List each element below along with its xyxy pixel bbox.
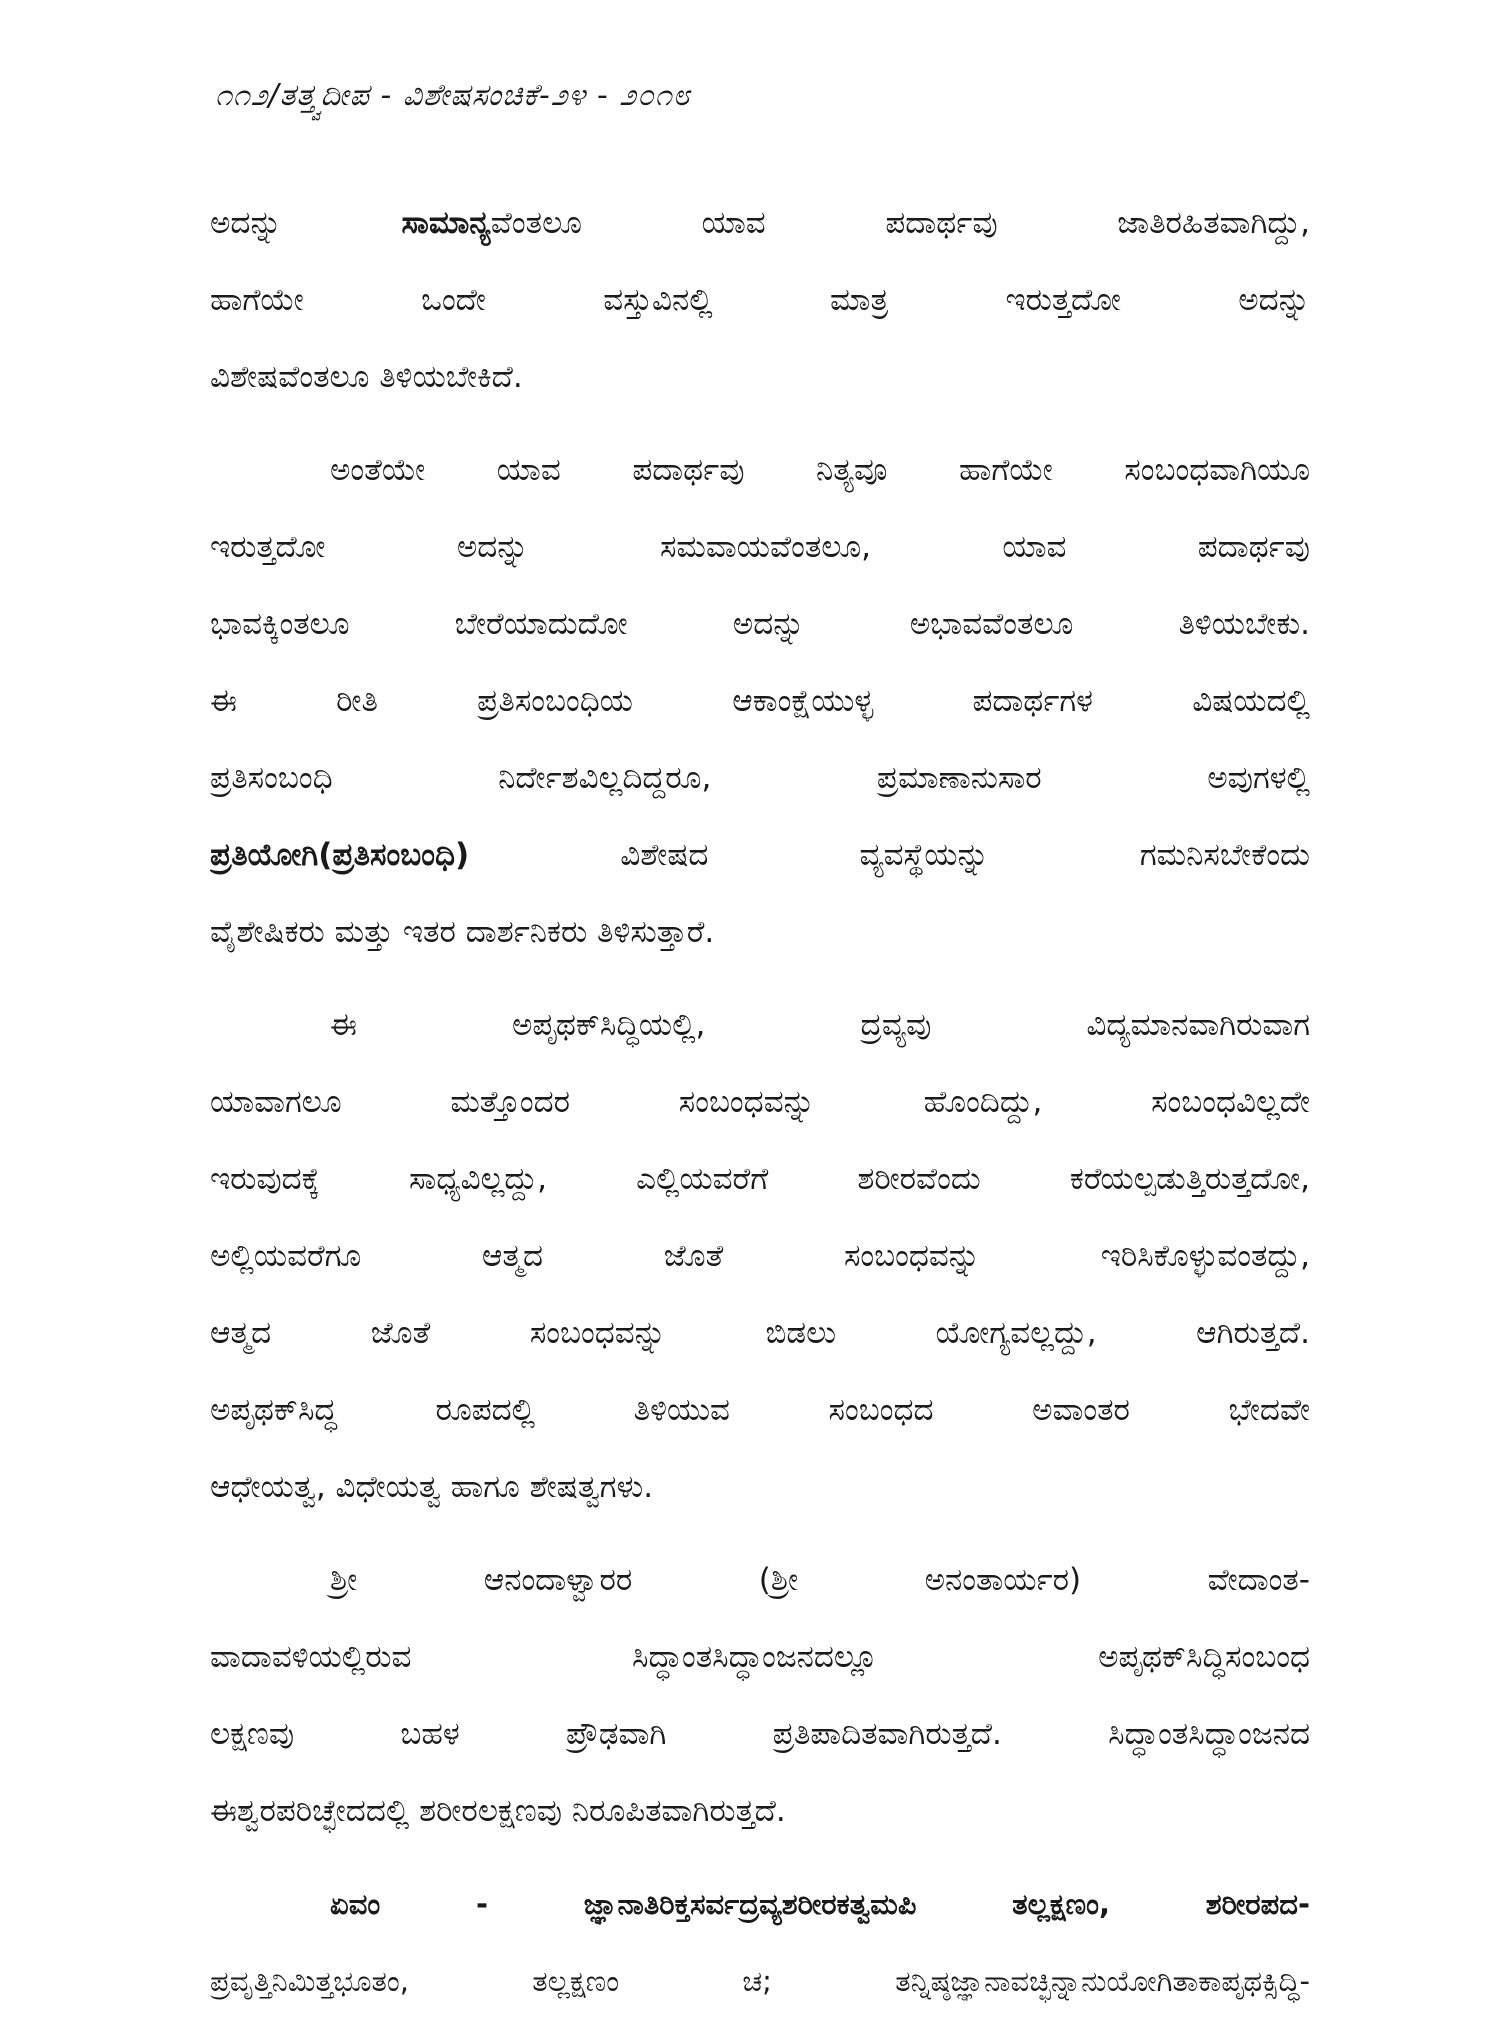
text-line: ಅಪೃಥಕ್‌ಸಿದ್ಧ ರೂಪದಲ್ಲಿ ತಿಳಿಯುವ ಸಂಬಂಧದ ಅವಾಂತರ ಭೇದವೇ bbox=[210, 1392, 1310, 1428]
text-line: ಈ ರೀತಿ ಪ್ರತಿಸಂಬಂಧಿಯ ಆಕಾಂಕ್ಷೆಯುಳ್ಳ ಪದಾರ್ಥಗಳ ವಿಷಯದಲ್ಲಿ bbox=[210, 683, 1310, 719]
text-line: ಯಾವಾಗಲೂ ಮತ್ತೊಂದರ ಸಂಬಂಧವನ್ನು ಹೊಂದಿದ್ದು, ಸಂಬಂಧವಿಲ್ಲದೇ bbox=[210, 1084, 1310, 1120]
text-line: ಹಾಗೆಯೇ ಒಂದೇ ವಸ್ತುವಿನಲ್ಲಿ ಮಾತ್ರ ಇರುತ್ತದೋ ಅದನ್ನು bbox=[210, 282, 1310, 318]
text-line: ಪ್ರವೃತ್ತಿನಿಮಿತ್ತಭೂತಂ, ತಲ್ಲಕ್ಷಣಂ ಚ; ತನ್ನಿಷ್ಠಜ್ಞಾನಾವಚ್ಛಿನ್ನಾನುಯೋಗಿತಾಕಾಪೃಥಕ್ಸಿದ್ಧಿ- bbox=[210, 1964, 1310, 1998]
text-line: ಪ್ರತಿಸಂಬಂಧಿ ನಿರ್ದೇಶವಿಲ್ಲದಿದ್ದರೂ, ಪ್ರಮಾಣಾನುಸಾರ ಅವುಗಳಲ್ಲಿ bbox=[210, 760, 1310, 796]
body-text bbox=[210, 185, 1310, 2036]
text-line: ಅಂತೆಯೇ ಯಾವ ಪದಾರ್ಥವು ನಿತ್ಯವೂ ಹಾಗೆಯೇ ಸಂಬಂಧವಾಗಿಯೂ bbox=[330, 452, 1310, 488]
bold-term: ಏವಂ - ಜ್ಞಾನಾತಿರಿಕ್ತಸರ್ವದ್ರವ್ಯಶರೀರಕತ್ವಮಪಿ ತಲ್ಲಕ್ಷಣಂ, ಶರೀರಪದ- bbox=[330, 1887, 1310, 1921]
text-line: ಶ್ರೀ ಆನಂದಾಳ್ವಾರರ (ಶ್ರೀ ಅನಂತಾರ್ಯರ) ವೇದಾಂತ- bbox=[330, 1562, 1310, 1598]
text-line: ಇರುವುದಕ್ಕೆ ಸಾಧ್ಯವಿಲ್ಲದ್ದು, ಎಲ್ಲಿಯವರೆಗೆ ಶರೀರವೆಂದು ಕರೆಯಲ್ಪಡುತ್ತಿರುತ್ತದೋ, bbox=[210, 1161, 1310, 1197]
text-line: ವಿಶೇಷವೆಂತಲೂ ತಿಳಿಯಬೇಕಿದೆ. bbox=[210, 359, 523, 395]
text-line: ಆಧೇಯತ್ವ, ವಿಧೇಯತ್ವ ಹಾಗೂ ಶೇಷತ್ವಗಳು. bbox=[210, 1469, 654, 1505]
text-line: ಈಶ್ವರಪರಿಚ್ಛೇದದಲ್ಲಿ ಶರೀರಲಕ್ಷಣವು ನಿರೂಪಿತವಾಗಿರುತ್ತದೆ. bbox=[210, 1793, 786, 1829]
text-line bbox=[210, 1866, 1310, 1943]
text-line: ಇರುತ್ತದೋ ಅದನ್ನು ಸಮವಾಯವೆಂತಲೂ, ಯಾವ ಪದಾರ್ಥವು bbox=[210, 529, 1310, 565]
text-line: ವಾದಾವಳಿಯಲ್ಲಿರುವ ಸಿದ್ಧಾಂತಸಿದ್ಧಾಂಜನದಲ್ಲೂ ಅಪೃಥಕ್‌ಸಿದ್ಧಿಸಂಬಂಧ bbox=[210, 1639, 1310, 1675]
paragraph-3 bbox=[210, 987, 1310, 1526]
bold-term: ಪ್ರತಿಯೋಗಿ(ಪ್ರತಿಸಂಬಂಧಿ) bbox=[210, 837, 470, 873]
text-line: ಆತ್ಮದ ಜೊತೆ ಸಂಬಂಧವನ್ನು ಬಿಡಲು ಯೋಗ್ಯವಲ್ಲದ್ದು, ಆಗಿರುತ್ತದೆ. bbox=[210, 1315, 1310, 1351]
text-line: ಲಕ್ಷಣವು ಬಹಳ ಪ್ರೌಢವಾಗಿ ಪ್ರತಿಪಾದಿತವಾಗಿರುತ್ತದೆ. ಸಿದ್ಧಾಂತಸಿದ್ಧಾಂಜನದ bbox=[210, 1716, 1310, 1752]
paragraph-1 bbox=[210, 185, 1310, 416]
text-line: ಅಲ್ಲಿಯವರೆಗೂ ಆತ್ಮದ ಜೊತೆ ಸಂಬಂಧವನ್ನು ಇರಿಸಿಕೊಳ್ಳುವಂತದ್ದು, bbox=[210, 1238, 1310, 1274]
paragraph-4 bbox=[210, 1542, 1310, 1850]
paragraph-2 bbox=[210, 432, 1310, 971]
text-line: ವೈಶೇಷಿಕರು ಮತ್ತು ಇತರ ದಾರ್ಶನಿಕರು ತಿಳಿಸುತ್ತಾರೆ. bbox=[210, 914, 715, 950]
text-line: ಈ ಅಪೃಥಕ್‌ಸಿದ್ಧಿಯಲ್ಲಿ, ದ್ರವ್ಯವು ವಿದ್ಯಮಾನವಾಗಿರುವಾಗ bbox=[330, 1007, 1310, 1043]
running-head: ೧೧೨/ತತ್ತ್ವದೀಪ - ವಿಶೇಷಸಂಚಿಕೆ-೨೪ - ೨೦೧೮ bbox=[215, 78, 691, 113]
text-line: ಭಾವಕ್ಕಿಂತಲೂ ಬೇರೆಯಾದುದೋ ಅದನ್ನು ಅಭಾವವೆಂತಲೂ ತಿಳಿಯಬೇಕು. bbox=[210, 606, 1310, 642]
bold-term: ಸಾಮಾನ್ಯ bbox=[401, 205, 491, 241]
text-line: ಪ್ರತಿಯೋಗಿ(ಪ್ರತಿಸಂಬಂಧಿ) ವಿಶೇಷದ ವ್ಯವಸ್ಥೆಯನ್ನು ಗಮನಿಸಬೇಕೆಂದು bbox=[210, 837, 1310, 873]
sanskrit-quote bbox=[210, 1866, 1310, 2020]
text-line: ಅದನ್ನು ಸಾಮಾನ್ಯವೆಂತಲೂ ಯಾವ ಪದಾರ್ಥವು ಜಾತಿರಹಿತವಾಗಿದ್ದು, bbox=[210, 205, 1310, 241]
